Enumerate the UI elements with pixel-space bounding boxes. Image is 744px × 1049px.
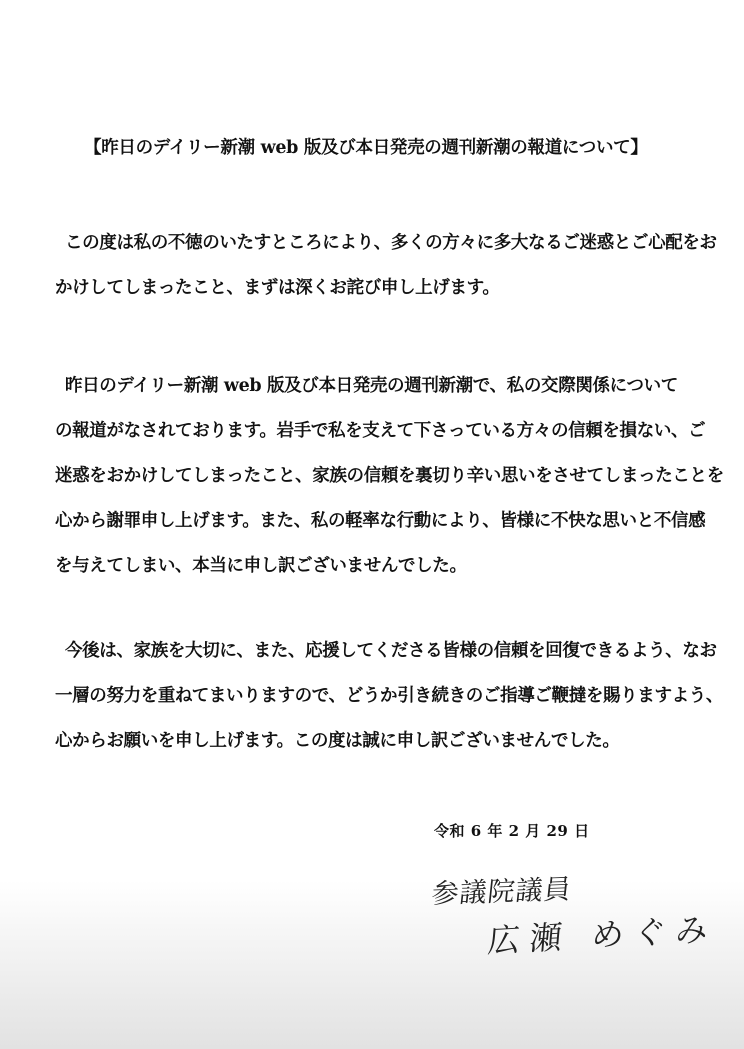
document-title: 【昨日のデイリー新潮 web 版及び本日発売の週刊新潮の報道について】 xyxy=(84,138,648,158)
paragraph-line: 心からお願いを申し上げます。この度は誠に申し訳ございませんでした。 xyxy=(55,731,620,751)
paragraph-line: 一層の努力を重ねてまいりますので、どうか引き続きのご指導ご鞭撻を賜りますよう、 xyxy=(55,686,724,706)
paragraph-line: 心から謝罪申し上げます。また、私の軽率な行動により、皆様に不快な思いと不信感 xyxy=(55,511,706,531)
paragraph-apology-intro xyxy=(55,221,717,311)
paragraph-report-apology xyxy=(55,364,724,589)
paragraph-line: 迷惑をおかけしてしまったこと、家族の信頼を裏切り辛い思いをさせてしまったことを xyxy=(55,466,724,486)
paragraph-line: この度は私の不徳のいたすところにより、多くの方々に多大なるご迷惑とご心配をお xyxy=(65,233,717,253)
paragraph-line: の報道がなされております。岩手で私を支えて下さっている方々の信頼を損ない、ご xyxy=(55,421,706,441)
paragraph-line: 今後は、家族を大切に、また、応援してくださる皆様の信頼を回復できるよう、なお xyxy=(65,641,717,661)
document-date: 令和 6 年 2 月 29 日 xyxy=(434,822,590,840)
paragraph-line: を与えてしまい、本当に申し訳ございませんでした。 xyxy=(55,556,467,576)
paragraph-line: 昨日のデイリー新潮 web 版及び本日発売の週刊新潮で、私の交際関係について xyxy=(65,376,678,396)
paragraph-line: かけしてしまったこと、まずは深くお詫び申し上げます。 xyxy=(55,278,500,298)
paragraph-future-commitment xyxy=(55,629,724,764)
signature-title: 参議院議員 xyxy=(430,874,574,911)
signature-name: 広瀬 めぐみ xyxy=(486,909,720,961)
